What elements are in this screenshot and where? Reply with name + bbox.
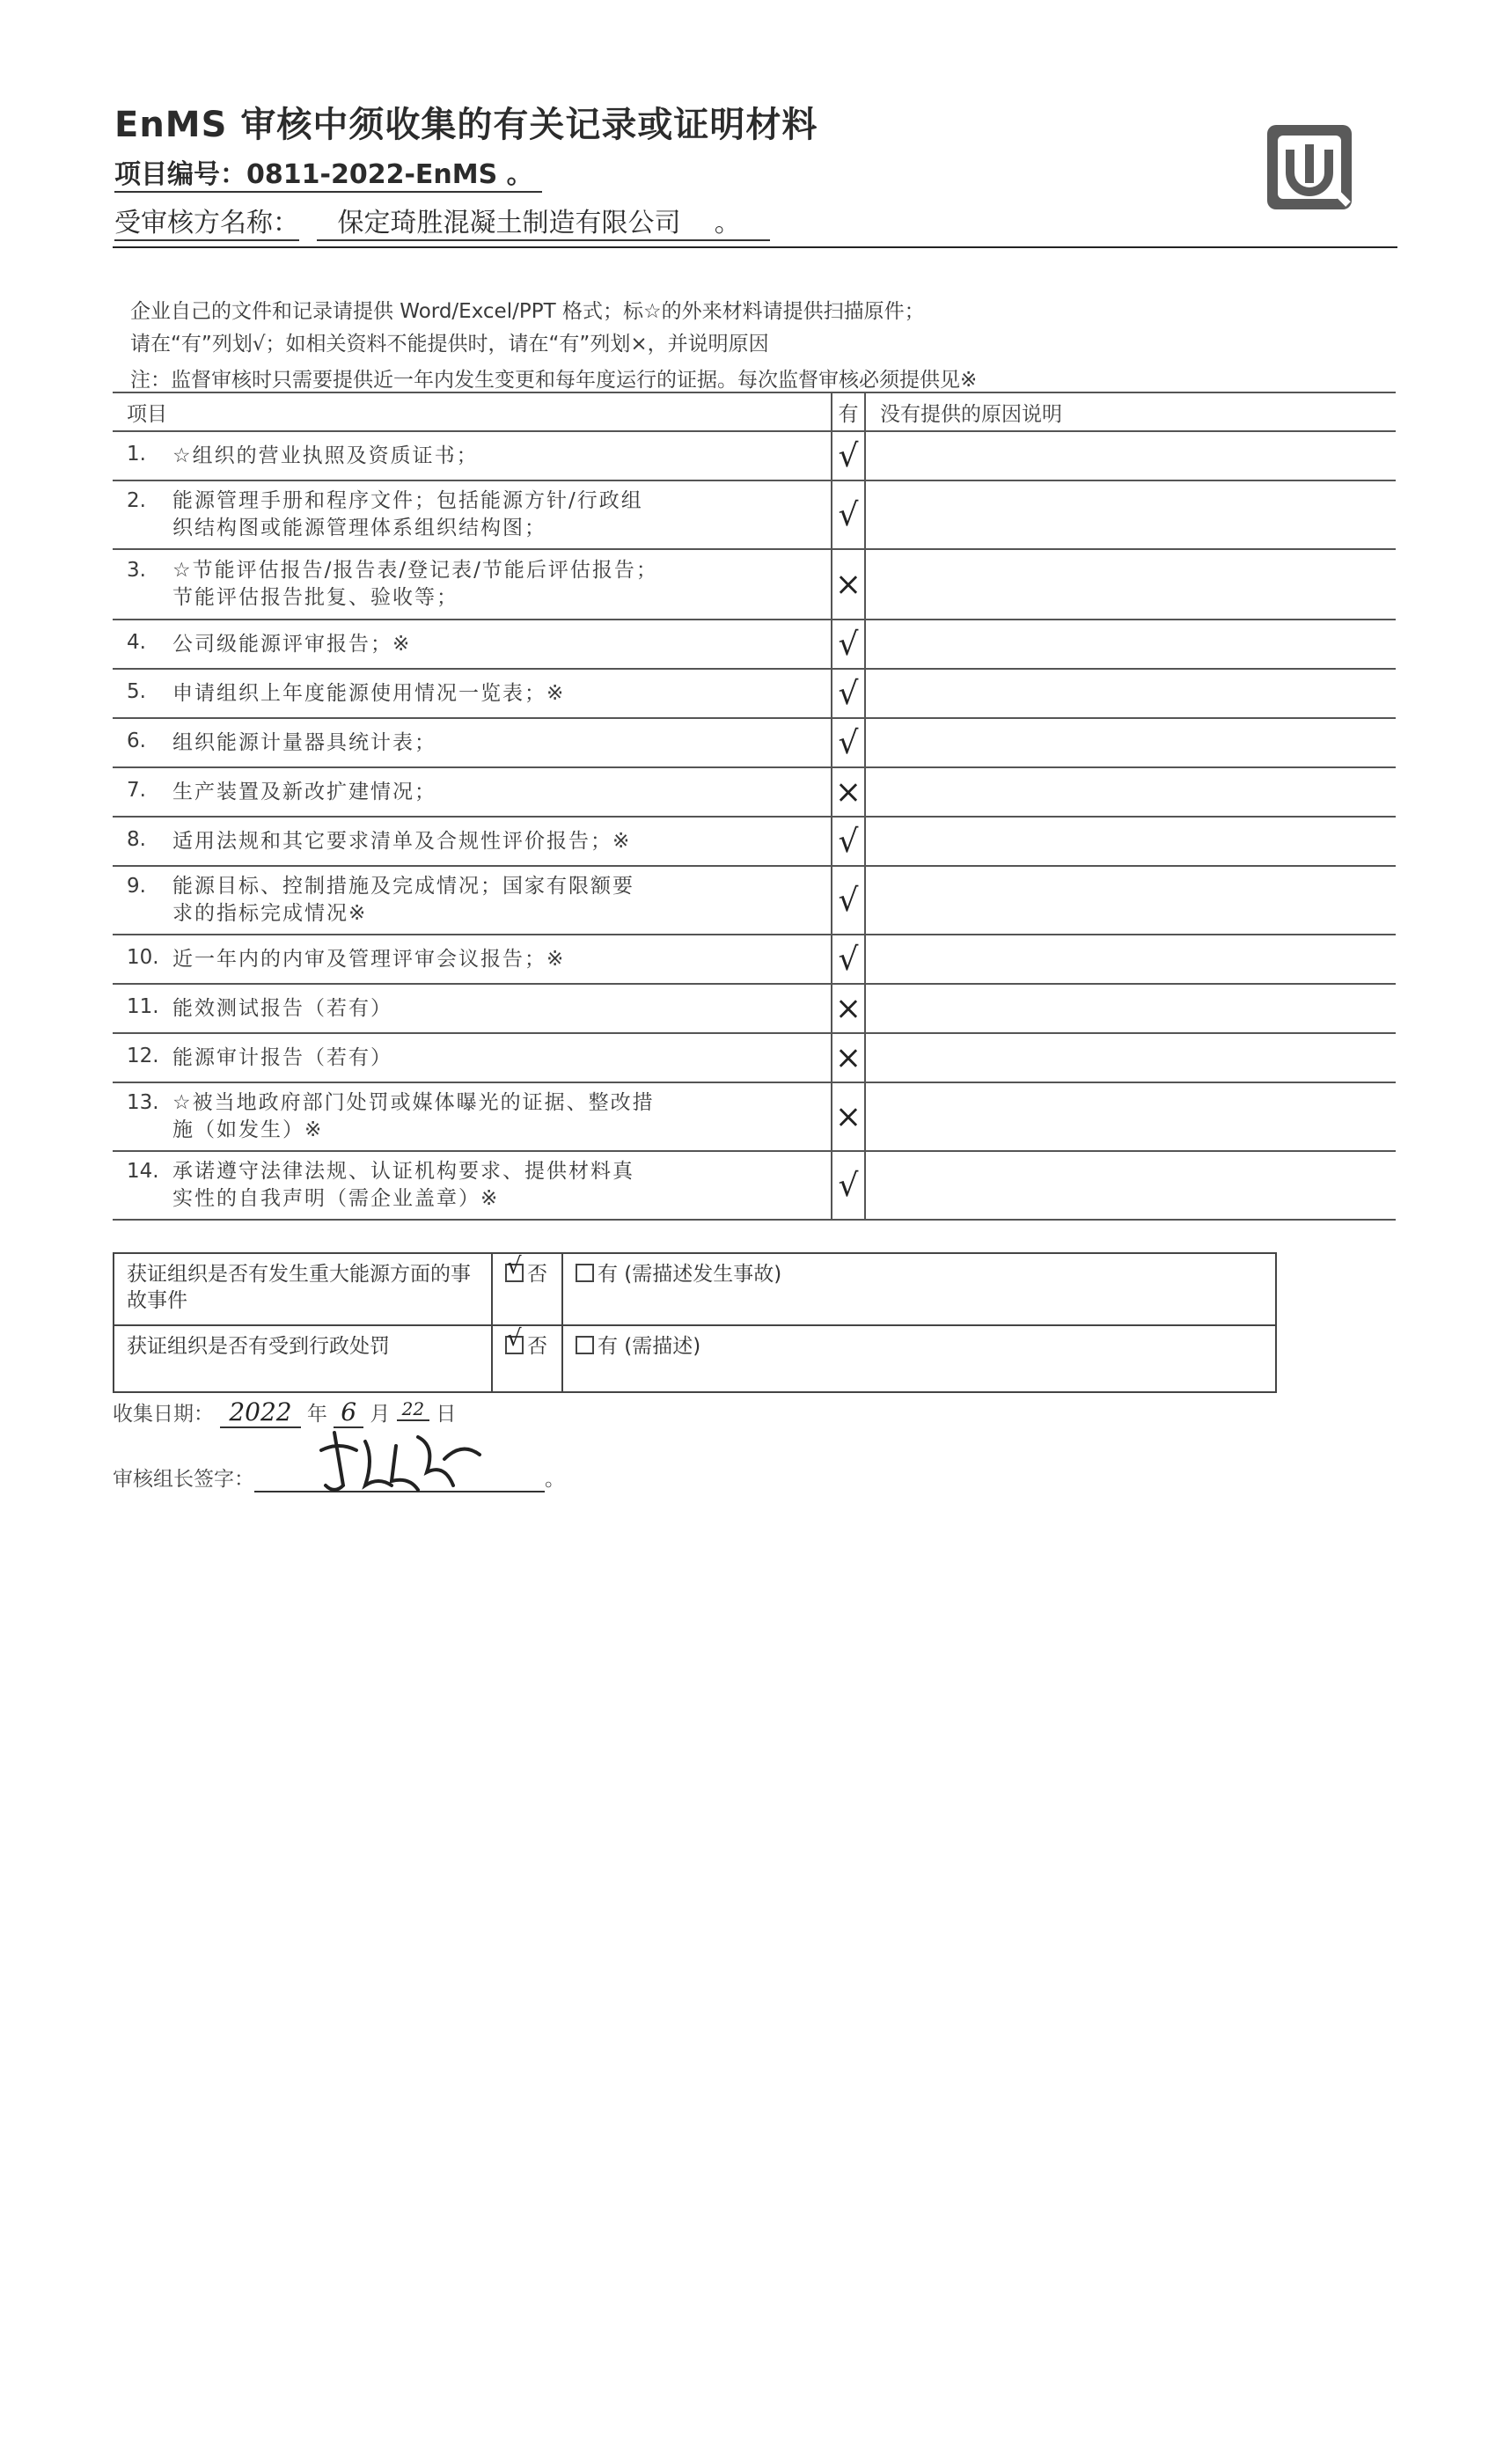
table-row: 8. 适用法规和其它要求清单及合规性评价报告；※ √	[113, 817, 1396, 866]
checkbox-no[interactable]	[505, 1325, 524, 1354]
table-row: 6. 组织能源计量器具统计表； √	[113, 718, 1396, 767]
event-question: 获证组织是否有发生重大能源方面的事故事件	[114, 1253, 492, 1325]
table-row: 14. 承诺遵守法律法规、认证机构要求、提供材料真 实性的自我声明（需企业盖章）※ √	[113, 1151, 1396, 1220]
checkbox-yes[interactable]	[576, 1336, 594, 1354]
check-mark: √	[507, 1253, 522, 1280]
signature-line: 审核组长签字： 。	[113, 1468, 565, 1491]
reason-cell	[865, 1082, 1396, 1151]
check-mark: √	[838, 626, 859, 663]
reason-cell	[865, 620, 1396, 669]
auditee-line: 受审核方名称： 保定琦胜混凝土制造有限公司 。	[114, 201, 770, 241]
header-have: 有	[832, 392, 865, 431]
checkbox-yes[interactable]	[576, 1264, 594, 1282]
cross-mark: ×	[834, 566, 862, 603]
check-mark: √	[838, 941, 859, 978]
date-day: 22	[397, 1398, 429, 1421]
signature-label: 审核组长签字：	[113, 1468, 254, 1491]
check-mark: √	[507, 1325, 522, 1352]
date-label: 收集日期：	[113, 1403, 214, 1426]
reason-cell	[865, 718, 1396, 767]
table-row: 4. 公司级能源评审报告；※ √	[113, 620, 1396, 669]
reason-cell	[865, 549, 1396, 620]
cross-mark: ×	[834, 990, 862, 1027]
event-option-no[interactable]: √ 否	[492, 1253, 562, 1325]
incident-penalty-table	[113, 1252, 1277, 1393]
table-row: 10. 近一年内的内审及管理评审会议报告；※ √	[113, 935, 1396, 984]
table-header-row	[113, 392, 1396, 431]
table-row: 13. ☆被当地政府部门处罚或媒体曝光的证据、整改措 施（如发生）※ ×	[113, 1082, 1396, 1151]
header-divider	[113, 246, 1397, 248]
reason-cell	[865, 866, 1396, 935]
event-question: 获证组织是否有受到行政处罚	[114, 1325, 492, 1392]
records-checklist-table	[113, 392, 1396, 1221]
header-item: 项目	[113, 392, 832, 431]
check-mark: √	[838, 675, 859, 712]
check-mark: √	[838, 724, 859, 761]
certification-logo-icon	[1264, 121, 1355, 213]
reason-cell	[865, 984, 1396, 1033]
reason-cell	[865, 1151, 1396, 1220]
table-row: 5. 申请组织上年度能源使用情况一览表；※ √	[113, 669, 1396, 718]
event-option-no[interactable]: √ 否	[492, 1325, 562, 1392]
instruction-note-3: 注：监督审核时只需要提供近一年内发生变更和每年度运行的证据。每次监督审核必须提供见※	[130, 369, 978, 392]
check-mark: √	[838, 823, 859, 860]
cross-mark: ×	[834, 1098, 862, 1135]
cross-mark: ×	[834, 774, 862, 810]
table-row: 1. ☆组织的营业执照及资质证书； √	[113, 431, 1396, 480]
handwritten-signature	[312, 1424, 488, 1507]
reason-cell	[865, 935, 1396, 984]
event-option-yes[interactable]: 有 (需描述发生事故)	[562, 1253, 1276, 1325]
reason-cell	[865, 767, 1396, 817]
reason-cell	[865, 480, 1396, 549]
reason-cell	[865, 817, 1396, 866]
date-year: 2022	[220, 1397, 300, 1428]
reason-cell	[865, 669, 1396, 718]
table-row: 12. 能源审计报告（若有） ×	[113, 1033, 1396, 1082]
project-number: 0811-2022-EnMS	[246, 159, 498, 190]
header-reason: 没有提供的原因说明	[865, 392, 1396, 431]
check-mark: √	[838, 496, 859, 533]
project-number-line: 项目编号：0811-2022-EnMS 。	[114, 152, 542, 193]
reason-cell	[865, 431, 1396, 480]
check-mark: √	[838, 1167, 859, 1204]
event-row-incident	[114, 1253, 1276, 1325]
auditee-name: 保定琦胜混凝土制造有限公司	[337, 208, 681, 238]
table-row: 2. 能源管理手册和程序文件；包括能源方针/行政组 织结构图或能源管理体系组织结构图； √	[113, 480, 1396, 549]
event-option-yes[interactable]: 有 (需描述)	[562, 1325, 1276, 1392]
cross-mark: ×	[834, 1039, 862, 1076]
event-row-penalty	[114, 1325, 1276, 1392]
table-row: 3. ☆节能评估报告/报告表/登记表/节能后评估报告； 节能评估报告批复、验收等； ×	[113, 549, 1396, 620]
auditee-label: 受审核方名称：	[114, 208, 299, 238]
reason-cell	[865, 1033, 1396, 1082]
table-row: 9. 能源目标、控制措施及完成情况；国家有限额要 求的指标完成情况※ √	[113, 866, 1396, 935]
check-mark: √	[838, 882, 859, 919]
instruction-note-2: 请在“有”列划√；如相关资料不能提供时，请在“有”列划×，并说明原因	[130, 333, 769, 356]
instruction-note-1: 企业自己的文件和记录请提供 Word/Excel/PPT 格式；标☆的外来材料请提供扫描原件；	[130, 300, 925, 323]
table-row: 11. 能效测试报告（若有） ×	[113, 984, 1396, 1033]
table-row: 7. 生产装置及新改扩建情况； ×	[113, 767, 1396, 817]
checkbox-no[interactable]	[505, 1253, 524, 1282]
collection-date-line: 收集日期： 2022 年 6 月 22 日	[113, 1397, 457, 1426]
check-mark: √	[838, 437, 859, 474]
project-label: 项目编号：	[114, 159, 246, 190]
date-month: 6	[334, 1397, 363, 1428]
document-title: EnMS 审核中须收集的有关记录或证明材料	[114, 105, 818, 145]
